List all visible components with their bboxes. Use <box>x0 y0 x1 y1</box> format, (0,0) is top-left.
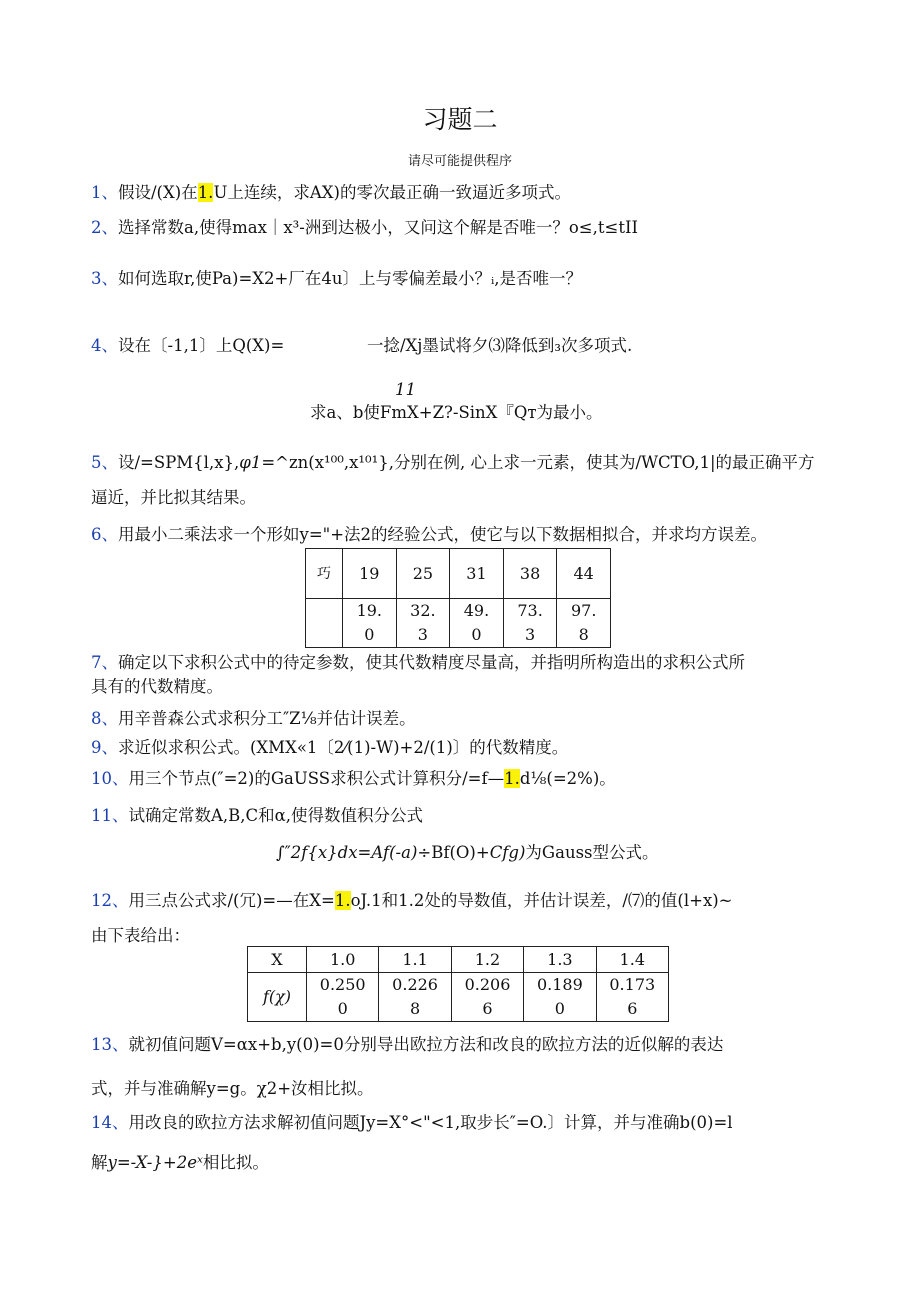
question-13: 13、就初值问题V=αx+b,y(0)=0分别导出欧拉方法和改良的欧拉方法的近似解的表达 <box>91 1035 724 1054</box>
question-5: 5、设/=SPM{l,x},φ1=^zn(x¹⁰⁰,x¹⁰¹},分别在例, 心上求一元素，使其为/WCTO,1|的最正确平方 <box>91 453 815 472</box>
question-1: 1、假设/(X)在1.U上连续，求AX)的零次最正确一致逼近多项式。 <box>91 183 571 202</box>
highlight: 1. <box>504 769 520 788</box>
question-11: 11、试确定常数A,B,C和α,使得数值积分公式 <box>91 806 424 825</box>
question-5-line2: 逼近，并比拟其结果。 <box>91 488 256 507</box>
question-14: 14、用改良的欧拉方法求解初值问题Jy=X°<"<1,取步长″=O.〕计算，并与准确b(0)=l <box>91 1113 733 1132</box>
data-table-1 <box>305 548 611 648</box>
question-number: 1 <box>91 183 102 202</box>
question-12: 12、用三点公式求/(冗)=—在X=1.oJ.1和1.2处的导数值，并估计误差，/⑺的值(l+x)~ <box>91 891 733 910</box>
question-12-line2: 由下表给出： <box>91 926 190 945</box>
table-row: X 1.0 1.1 1.2 1.3 1.4 <box>248 947 669 973</box>
question-13-line2: 式，并与准确解y=g。χ2+汝相比拟。 <box>91 1079 374 1098</box>
table-row: 巧 19 25 31 38 44 <box>306 549 611 599</box>
question-3: 3、如何选取r,使Pa)=X2+厂在4u〕上与零偏差最小？ᵢ,是否唯一？ <box>91 269 583 288</box>
question-4: 4、设在〔-1,1〕上Q(X)= <box>91 336 285 355</box>
highlight: 1. <box>334 891 351 910</box>
highlight: 1. <box>197 183 214 202</box>
question-4-fraction: 11 <box>395 380 416 399</box>
question-4-line2: 求a、b使FmX+Z?-SinX『Qт为最小。 <box>310 403 603 422</box>
question-14-line2: 解y=-X-}+2eˣ相比拟。 <box>91 1153 269 1172</box>
question-4-expression: 一捻/Xj墨试将夕⑶降低到₃次多项式. <box>367 336 633 355</box>
question-11-formula: ∫″2f{x}dx=Af(-a)÷Bf(O)+Cfg)为Gauss型公式。 <box>276 843 659 862</box>
question-7: 7、确定以下求积公式中的待定参数，使其代数精度尽量高，并指明所构造出的求积公式所 <box>91 653 745 672</box>
page-subtitle: 请尽可能提供程序 <box>407 154 512 169</box>
question-6: 6、用最小二乘法求一个形如y="+法2的经验公式，使它与以下数据相拟合，并求均方误差。 <box>91 525 768 544</box>
table-row: 19. 0 32. 3 49. 0 73. 3 97. 8 <box>306 599 611 648</box>
question-8: 8、用辛普森公式求积分工″Z⅛并估计误差。 <box>91 709 416 728</box>
question-10: 10、用三个节点(″=2)的GaUSS求积公式计算积分/=f—1.d⅛(=2%)。 <box>91 769 616 788</box>
table-row: f(χ) 0.250 0 0.226 8 0.206 6 0.189 0 0.173 6 <box>248 973 669 1022</box>
question-2: 2、选择常数a,使得max｜x³-洲到达极小，又问这个解是否唯一？o≤,t≤tII <box>91 218 638 237</box>
page-title: 习题二 <box>422 105 498 134</box>
data-table-2 <box>247 946 669 1022</box>
question-9: 9、求近似求积公式。(XMX«1〔2⁄(1)-W)+2/(1)〕的代数精度。 <box>91 738 569 757</box>
question-7-line2: 具有的代数精度。 <box>91 677 223 696</box>
